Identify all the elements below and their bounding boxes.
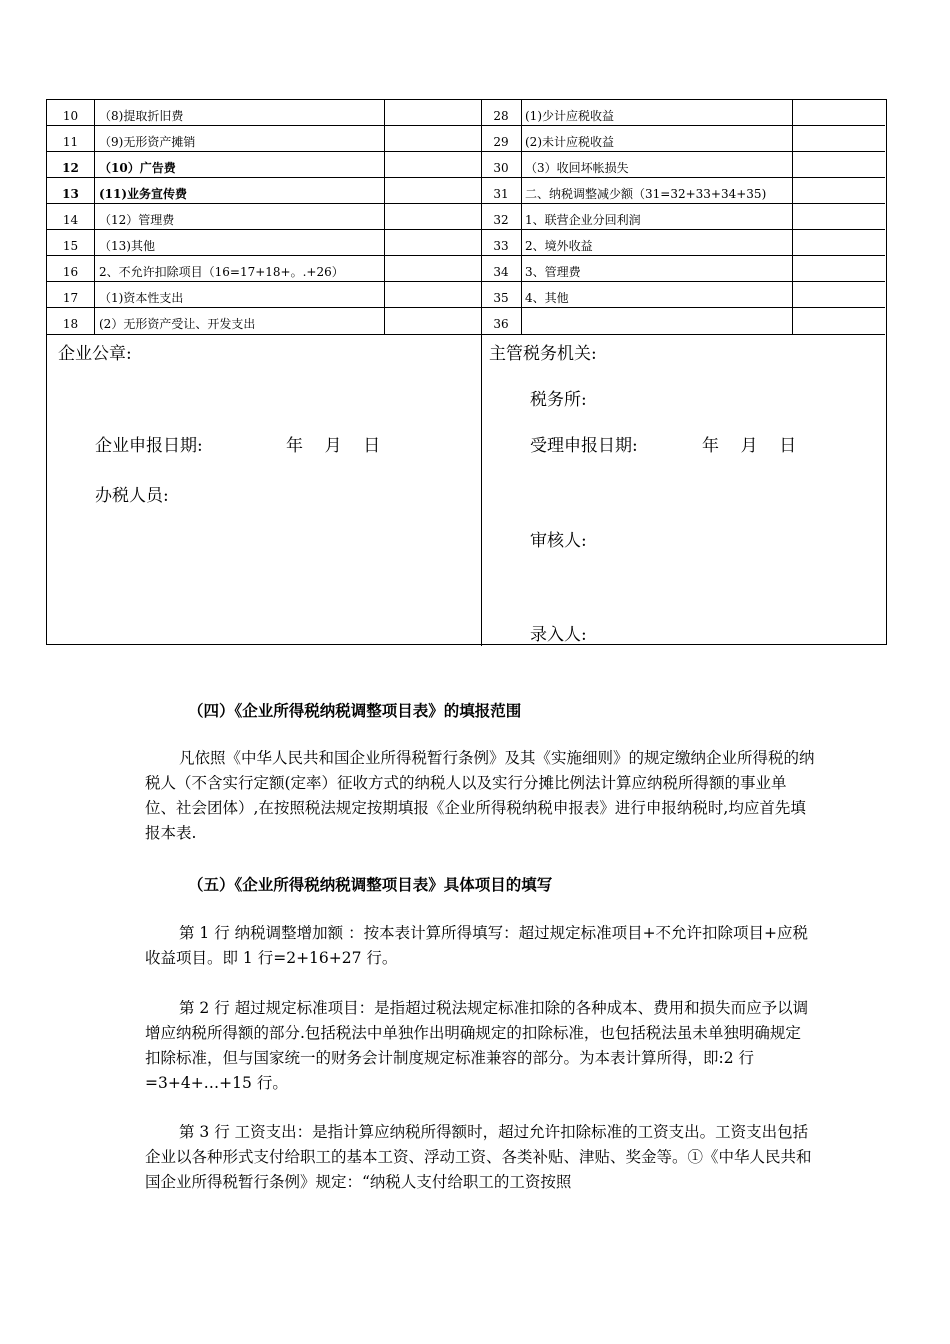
company-date-parts: 年 月 日 xyxy=(286,436,381,456)
row-divider xyxy=(47,281,885,282)
accept-date-parts: 年 月 日 xyxy=(702,436,797,456)
col-divider xyxy=(521,100,522,335)
row-label: (11)业务宣传费 xyxy=(99,187,188,201)
row-number: 28 xyxy=(493,109,509,123)
row-number: 31 xyxy=(493,187,509,201)
company-date-label: 企业申报日期: xyxy=(95,436,203,456)
section-heading-4: （四）《企业所得税纳税调整项目表》的填报范围 xyxy=(188,701,522,720)
row-divider xyxy=(47,229,885,230)
row-label: （1)资本性支出 xyxy=(99,291,184,305)
row-label: 2、不允许扣除项目（16=17+18+。.+26） xyxy=(99,265,344,279)
row-number: 13 xyxy=(62,187,79,201)
row-number: 18 xyxy=(62,317,79,331)
row-label: (2)未计应税收益 xyxy=(525,135,614,149)
tax-office-label: 税务所: xyxy=(530,390,587,410)
row-number: 29 xyxy=(493,135,509,149)
section-heading-5: （五）《企业所得税纳税调整项目表》具体项目的填写 xyxy=(188,875,553,894)
row-label: 3、管理费 xyxy=(525,265,581,279)
tax-adjustment-table xyxy=(46,99,887,645)
col-divider xyxy=(384,100,385,335)
row-number: 36 xyxy=(493,317,509,331)
row-divider xyxy=(47,151,885,152)
paragraph-text: 第 3 行 工资支出：是指计算应纳税所得额时，超过允许扣除标准的工资支出。工资支出包括企业以各种形式支付给职工的基本工资、浮动工资、各类补贴、津贴、奖金等。①《中华人民共和国企业所得税暂行条例》规定：“纳税人支付给职工的工资按照 xyxy=(145,1123,812,1191)
row-divider xyxy=(47,125,885,126)
col-divider xyxy=(792,100,793,335)
row-label: 2、境外收益 xyxy=(525,239,593,253)
row-label: （3）收回坏帐损失 xyxy=(525,161,629,175)
line-3-paragraph xyxy=(145,1120,815,1195)
row-divider xyxy=(47,255,885,256)
col-divider xyxy=(94,100,95,335)
accept-date-label: 受理申报日期: xyxy=(530,436,638,456)
row-label: 二、纳税调整减少额（31=32+33+34+35) xyxy=(525,187,767,201)
row-number: 12 xyxy=(62,161,79,175)
row-number: 30 xyxy=(493,161,509,175)
row-number: 11 xyxy=(62,135,79,149)
paragraph-text: 凡依照《中华人民共和国企业所得税暂行条例》及其《实施细则》的规定缴纳企业所得税的纳税人（不含实行定额(定率）征收方式的纳税人以及实行分摊比例法计算应纳税所得额的事业单位、社会团体）,在按照税法规定按期填报《企业所得税纳税申报表》进行申报纳税时,均应首先填报本表. xyxy=(145,749,815,842)
line-2-paragraph xyxy=(145,996,815,1096)
company-seal-label: 企业公章: xyxy=(58,344,132,364)
tax-authority-label: 主管税务机关: xyxy=(489,344,597,364)
row-divider xyxy=(47,334,885,335)
paragraph-text: 第 2 行 超过规定标准项目：是指超过税法规定标准扣除的各种成本、费用和损失而应予以调增应纳税所得额的部分.包括税法中单独作出明确规定的扣除标准，也包括税法虽未单独明确规定扣除标准，但与国家统一的财务会计制度规定标准兼容的部分。为本表计算所得，即:2 行=3+4+…+15 行。 xyxy=(145,999,809,1092)
row-number: 34 xyxy=(493,265,509,279)
row-label: (2）无形资产受让、开发支出 xyxy=(99,317,256,331)
row-label: (1)少计应税收益 xyxy=(525,109,614,123)
row-label: 4、其他 xyxy=(525,291,569,305)
row-number: 15 xyxy=(62,239,79,253)
company-staff-label: 办税人员: xyxy=(95,486,169,506)
line-1-paragraph xyxy=(145,921,815,971)
row-number: 32 xyxy=(493,213,509,227)
row-label: （8)提取折旧费 xyxy=(99,109,184,123)
row-divider xyxy=(47,203,885,204)
row-number: 17 xyxy=(62,291,79,305)
row-number: 14 xyxy=(62,213,79,227)
entry-person-label: 录入人: xyxy=(530,625,587,645)
paragraph-text: 第 1 行 纳税调整增加额 ：按本表计算所得填写：超过规定标准项目+不允许扣除项目+应税收益项目。即 1 行=2+16+27 行。 xyxy=(145,924,809,967)
col-divider-center xyxy=(481,100,482,646)
row-number: 10 xyxy=(62,109,79,123)
row-number: 33 xyxy=(493,239,509,253)
row-divider xyxy=(47,177,885,178)
row-number: 35 xyxy=(493,291,509,305)
row-divider xyxy=(47,307,885,308)
row-label: （12）管理费 xyxy=(99,213,175,227)
row-label: （9)无形资产摊销 xyxy=(99,135,196,149)
row-number: 16 xyxy=(62,265,79,279)
row-label: （13)其他 xyxy=(99,239,155,253)
row-label: （10）广告费 xyxy=(99,161,176,175)
reviewer-label: 审核人: xyxy=(530,531,587,551)
row-label: 1、联营企业分回利润 xyxy=(525,213,641,227)
section-4-paragraph xyxy=(145,746,815,846)
